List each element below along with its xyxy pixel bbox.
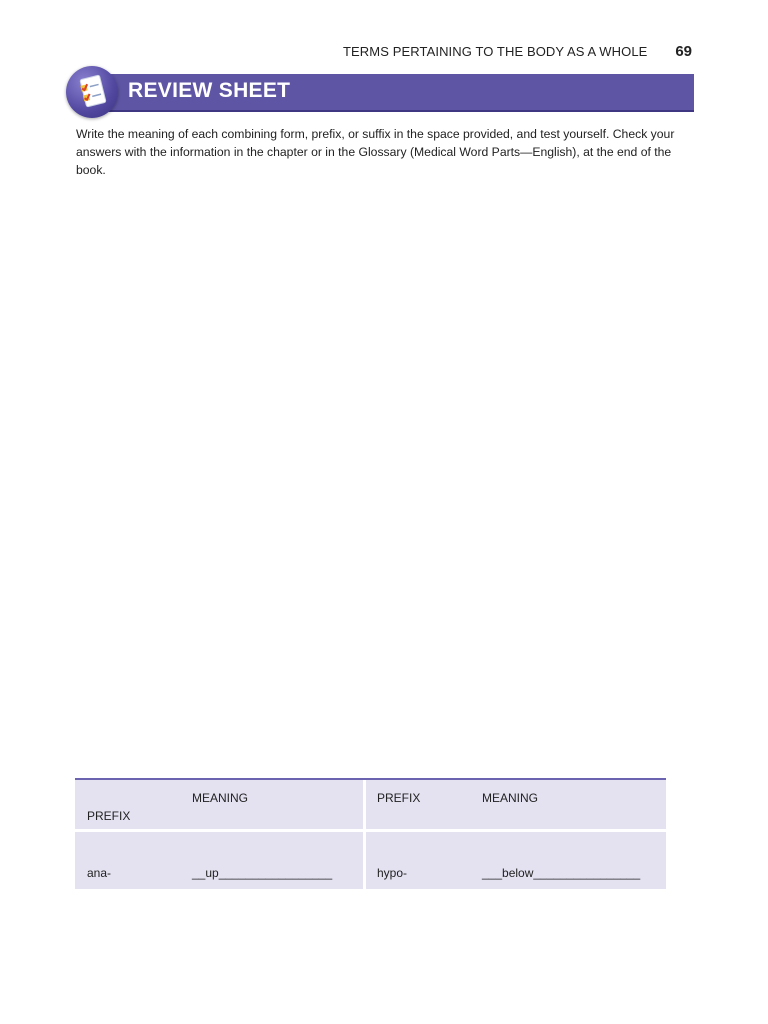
right-data-cell [366, 832, 666, 889]
right-meaning-header: MEANING [482, 791, 539, 805]
table-row [75, 832, 666, 889]
left-header-cell [75, 780, 363, 829]
right-prefix-header: PREFIX [377, 791, 421, 805]
left-prefix-value: ana- [87, 866, 112, 880]
right-prefix-value: hypo- [377, 866, 408, 880]
right-meaning-answer[interactable]: ___below________________ [482, 866, 641, 880]
instructions-text: Write the meaning of each combining form, prefix, or suffix in the space provided, and test yourself. Check your answers with the information in the chapter or in the Glossary (Medical Word Parts—English), at the end of the book. [76, 127, 675, 177]
left-meaning-header: MEANING [192, 791, 249, 805]
running-head: TERMS PERTAINING TO THE BODY AS A WHOLE [343, 44, 648, 59]
left-prefix-header: PREFIX [87, 809, 131, 823]
checklist-icon [66, 66, 118, 118]
page-number: 69 [675, 43, 692, 60]
left-data-cell [75, 832, 363, 889]
prefix-meaning-table [75, 778, 666, 889]
left-meaning-answer[interactable]: __up_________________ [192, 866, 333, 880]
table-header-row [75, 780, 666, 829]
right-header-cell [366, 780, 666, 829]
banner-title: REVIEW SHEET [128, 79, 291, 102]
review-sheet-banner [100, 74, 694, 112]
